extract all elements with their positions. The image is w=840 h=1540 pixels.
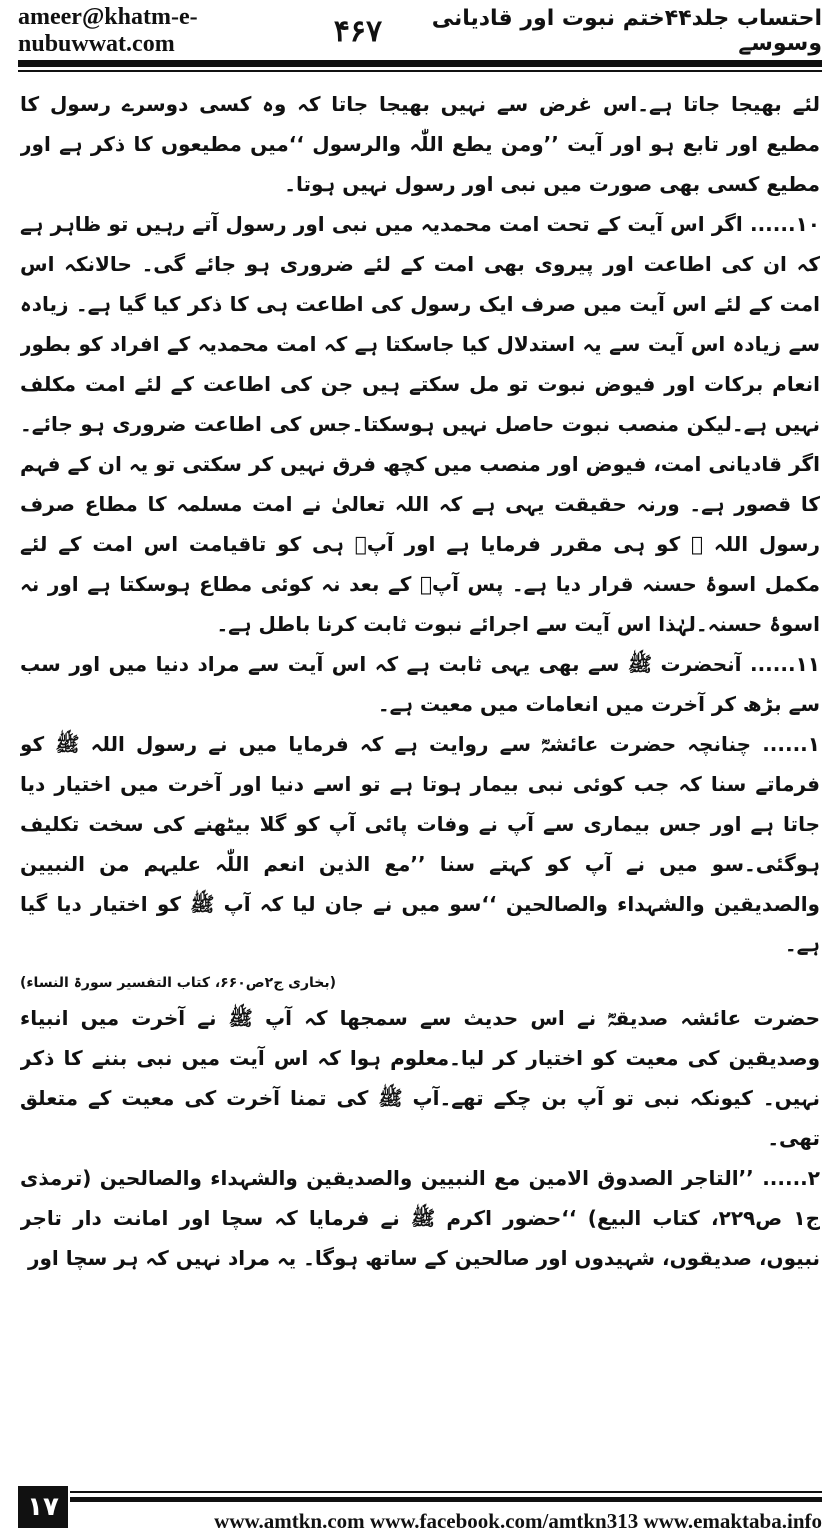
page-body: [20, 84, 820, 1469]
page-number: ۴۶۷: [333, 13, 383, 49]
header-left: [18, 4, 382, 58]
paragraph-5: حضرت عائشہ صدیقہؓ نے اس حدیث سے سمجھا کہ آپ ﷺ نے آخرت میں انبیاء وصدیقین کی معیت کو اختیار کر لیا۔معلوم ہوا کہ اس آیت میں نبی بننے کا ذکر نہیں۔ کیونکہ نبی تو آپ بن چکے تھے۔آپ ﷺ کی تمنا آخرت کی معیت کے متعلق تھی۔: [20, 1006, 820, 1150]
footer-links[interactable]: www.amtkn.com www.facebook.com/amtkn313 www.emaktaba.info: [214, 1509, 822, 1533]
header-title: احتساب جلد۴۴ختم نبوت اور قادیانی وسوسے: [431, 6, 822, 56]
footer-rule-thin: [70, 1491, 822, 1493]
header-rule-thin: [18, 70, 822, 72]
paragraph-1: لئے بھیجا جاتا ہے۔اس غرض سے نہیں بھیجا جاتا کہ وہ کسی دوسرے رسول کا مطیع اور تابع ہو اور آیت ’’ومن یطع اللّٰہ والرسول ‘‘میں مطیعوں کا ذکر ہے اور مطیع کسی بھی صورت میں نبی اور رسول نہیں ہوتا۔: [20, 92, 820, 196]
paragraph-4: ۱...... چنانچہ حضرت عائشہؓ سے روایت ہے کہ فرمایا میں نے رسول اللہ ﷺ کو فرماتے سنا کہ جب کوئی نبی بیمار ہوتا ہے تو اسے دنیا اور آخرت میں اختیار دیا جاتا ہے اور جس بیماری سے آپ نے وفات پائی آپ کو گلا بیٹھنے کی سخت تکلیف ہوگئی۔سو میں نے آپ کو کہتے سنا ’’مع الذین انعم اللّٰہ علیہم من النبیین والصدیقین والشہداء والصالحین ‘‘سو میں نے جان لیا کہ آپ ﷺ کو اختیار دیا گیا ہے۔: [20, 732, 820, 956]
paragraph-3: ۱۱...... آنحضرت ﷺ سے بھی یہی ثابت ہے کہ اس آیت سے مراد دنیا میں اور سب سے بڑھ کر آخرت میں انعامات میں معیت ہے۔: [20, 652, 820, 716]
header-rule-thick: [18, 60, 822, 67]
footer-rule-thick: [70, 1497, 822, 1502]
paragraph-2: ۱۰...... اگر اس آیت کے تحت امت محمدیہ میں نبی اور رسول آتے رہیں تو ظاہر ہے کہ ان کی اطاعت اور پیروی بھی امت کے لئے ضروری ہو جائے گی۔ حالانکہ اس امت کے لئے اس آیت میں صرف ایک رسول کی اطاعت ہی کا ذکر کیا گیا ہے۔ زیادہ سے زیادہ اس آیت سے یہ استدلال کیا جاسکتا ہے کہ امت محمدیہ کے افراد کو بطور انعام برکات اور فیوض نبوت تو مل سکتے ہیں جن کی اطاعت کے لئے امت مکلف نہیں ہے۔لیکن منصب نبوت حاصل نہیں ہوسکتا۔جس کی اطاعت ضروری ہو جائے۔ اگر قادیانی امت، فیوض اور منصب میں کچھ فرق نہیں کر سکتی تو یہ ان کے فہم کا قصور ہے۔ ورنہ حقیقت یہی ہے کہ اللہ تعالیٰ نے امت مسلمہ کا مطاع صرف رسول اللہ ﷺ کو ہی مقرر فرمایا ہے اور آپؐ ہی کو تاقیامت اس امت کے لئے مکمل اسوۂ حسنہ قرار دیا ہے۔ پس آپؐ کے بعد نہ کوئی مطاع ہوسکتا ہے اور نہ اسوۂ حسنہ۔لہٰذا اس آیت سے اجرائے نبوت ثابت کرنا باطل ہے۔: [20, 212, 820, 636]
header-email: ameer@khatm-e-nubuwwat.com: [18, 4, 198, 57]
footer-sheet-number: ۱۷: [18, 1486, 68, 1528]
page-header: [18, 4, 822, 57]
paragraph-6: ۲...... ’’التاجر الصدوق الامین مع النبیین والصدیقین والشہداء والصالحین (ترمذی ج۱ ص۲۲۹، کتاب البیع) ‘‘حضور اکرم ﷺ نے فرمایا کہ سچا اور امانت دار تاجر نبیوں، صدیقوں، شہیدوں اور صالحین کے ساتھ ہوگا۔ یہ مراد نہیں کہ ہر سچا اور: [20, 1166, 820, 1270]
reference-citation: (بخاری ج۲ص۶۶۰، کتاب التفسیر سورۃ النساء): [20, 975, 337, 991]
